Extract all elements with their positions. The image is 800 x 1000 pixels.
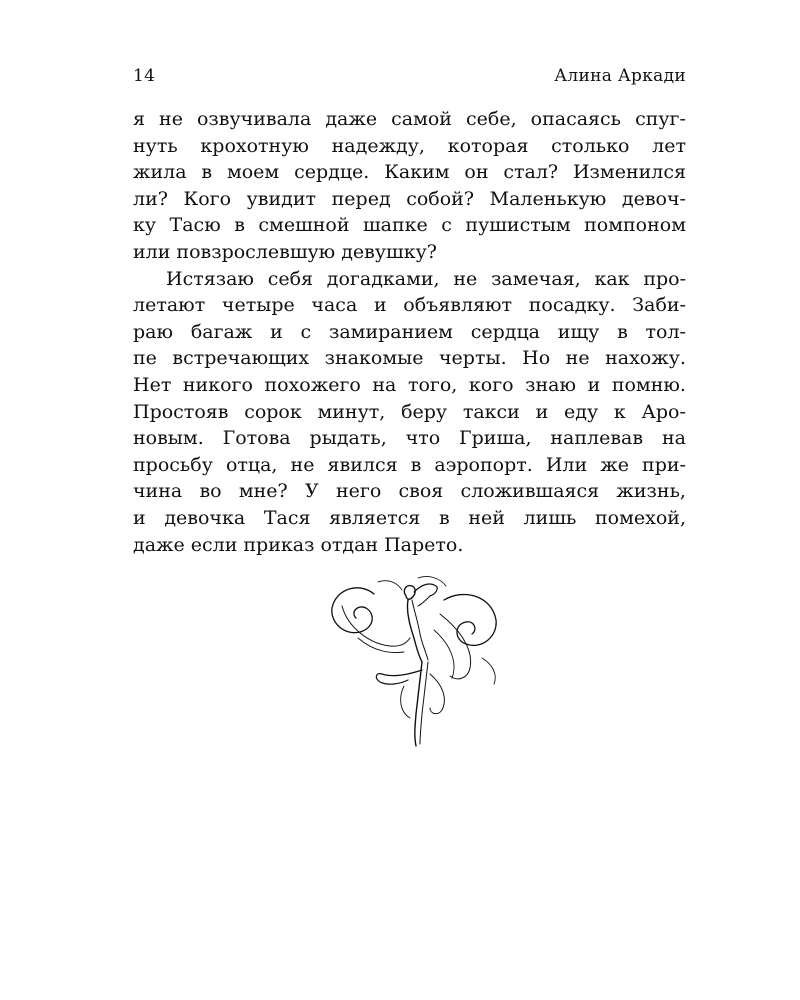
text-line: новым. Готова рыдать, что Гриша, наплевав на: [133, 427, 686, 450]
page-number: 14: [133, 66, 156, 86]
text-line: жила в моем сердце. Каким он стал? Изменился: [133, 161, 686, 184]
dancer-illustration: [318, 574, 514, 752]
text-line: или повзрослевшую девушку?: [133, 240, 437, 263]
body-text: [133, 106, 686, 558]
text-line: ку Тасю в смешной шапке с пушистым помпоном: [133, 214, 686, 237]
text-line: чина во мне? У него своя сложившаяся жизнь,: [133, 480, 686, 503]
text-line: и девочка Тася является в ней лишь помехой,: [133, 506, 686, 529]
text-line: раю багаж и с замиранием сердца ищу в тол-: [133, 320, 686, 343]
text-line: летают четыре часа и объявляют посадку. Заби-: [133, 294, 686, 317]
text-line: просьбу отца, не явился в аэропорт. Или же при-: [133, 453, 686, 476]
text-line: ли? Кого увидит перед собой? Маленькую девоч-: [133, 187, 686, 210]
running-header: [133, 66, 686, 92]
text-line: Простояв сорок минут, беру такси и еду к Аро-: [133, 400, 686, 423]
text-line: даже если приказ отдан Парето.: [133, 533, 464, 556]
text-line: Истязаю себя догадками, не замечая, как про-: [166, 267, 686, 290]
text-line: Нет никого похожего на того, кого знаю и помню.: [133, 373, 686, 396]
text-line: я не озвучивала даже самой себе, опасаясь спуг-: [133, 108, 686, 130]
running-head-author: Алина Аркади: [554, 66, 686, 86]
text-line: пе встречающих знакомые черты. Но не нахожу.: [133, 347, 686, 370]
text-line: нуть крохотную надежду, которая столько лет: [133, 134, 686, 157]
